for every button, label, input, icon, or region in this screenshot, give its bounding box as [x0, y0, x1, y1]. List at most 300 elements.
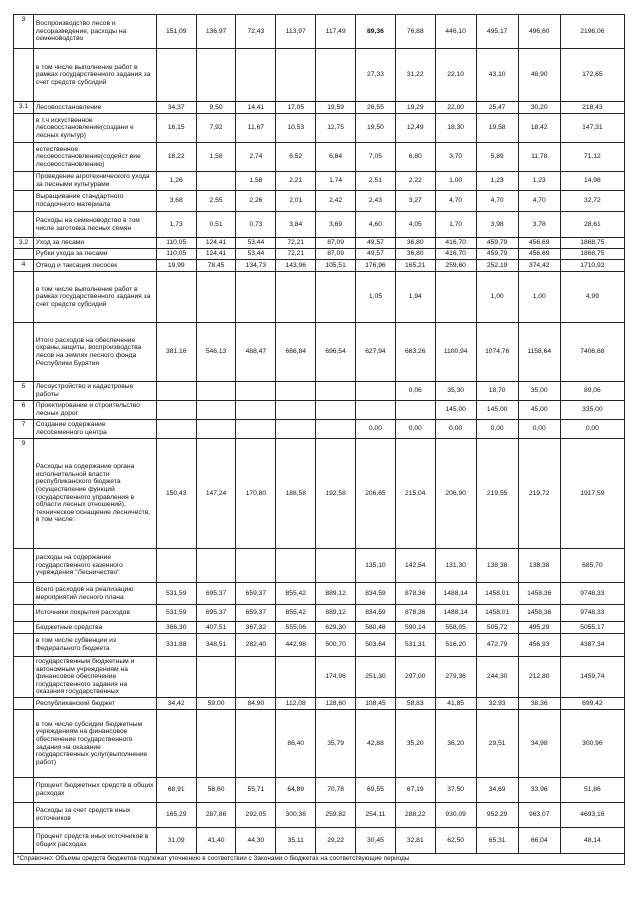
row-label: государственным бюджетным и автономным учреждениям на финансовое обеспечение государственного задания на оказания государственных — [33, 657, 156, 698]
row-label: расходы на содержание государственного казенного учреждения "Лесничество" — [33, 549, 156, 583]
row-index — [14, 114, 34, 143]
table-cell: 4,99 — [560, 272, 624, 323]
table-row — [14, 102, 625, 114]
table-cell — [156, 401, 196, 420]
table-cell: 1917,59 — [560, 439, 624, 549]
table-cell: 147,31 — [560, 114, 624, 143]
table-cell: 43,10 — [476, 49, 518, 102]
table-cell: 86,40 — [276, 710, 316, 778]
table-cell: 4,70 — [476, 191, 518, 212]
table-cell: 1,05 — [356, 272, 396, 323]
table-cell: 35,00 — [518, 382, 560, 401]
table-cell: 9748,33 — [560, 583, 624, 605]
table-cell: 659,37 — [236, 583, 276, 605]
table-cell: 6,84 — [316, 143, 356, 172]
table-cell: 2,74 — [236, 143, 276, 172]
table-cell: 0,00 — [435, 420, 476, 439]
table-row — [14, 549, 625, 583]
table-cell: 5,89 — [476, 143, 518, 172]
row-label: Всего расходов на реализацию мероприятий лесного плана — [33, 583, 156, 605]
row-label: в том числе выполнение работ в рамках государственного задания за счет средств субсидий — [33, 272, 156, 323]
table-cell: 1,58 — [236, 172, 276, 191]
table-cell: 580,48 — [356, 622, 396, 634]
row-label: Уход за лесами — [33, 238, 156, 249]
table-cell: 472,79 — [476, 634, 518, 657]
table-cell: 0,00 — [560, 420, 624, 439]
table-cell: 4,70 — [518, 191, 560, 212]
table-cell: 2,22 — [395, 172, 435, 191]
table-cell: 19,99 — [156, 260, 196, 272]
table-cell: 963,07 — [518, 803, 560, 828]
table-cell: 2,01 — [276, 191, 316, 212]
table-cell: 1158,64 — [518, 323, 560, 382]
table-cell: 1458,36 — [518, 583, 560, 605]
row-label: в том числе выполнение работ в рамках государственного задания за счет средств субсидий — [33, 49, 156, 102]
table-cell: 4,05 — [395, 212, 435, 238]
table-cell: 87,09 — [316, 249, 356, 260]
table-cell: 3,69 — [316, 212, 356, 238]
table-cell: 30,20 — [518, 102, 560, 114]
table-cell: 188,58 — [276, 439, 316, 549]
row-label: Процент бюджетных средств в общих расходах — [33, 778, 156, 803]
table-row — [14, 657, 625, 698]
table-cell: 459,79 — [476, 238, 518, 249]
row-index — [14, 698, 34, 710]
table-cell — [236, 657, 276, 698]
row-label: Лесовосстановление — [33, 102, 156, 114]
table-cell: 10,53 — [276, 114, 316, 143]
table-cell — [276, 382, 316, 401]
table-cell — [316, 49, 356, 102]
table-cell — [236, 420, 276, 439]
table-cell: 55,71 — [236, 778, 276, 803]
table-cell: 292,05 — [236, 803, 276, 828]
table-cell: 348,51 — [196, 634, 236, 657]
table-cell: 25,47 — [476, 102, 518, 114]
table-cell: 34,69 — [476, 778, 518, 803]
table-cell: 58,83 — [395, 698, 435, 710]
table-cell: 878,36 — [395, 583, 435, 605]
table-cell: 18,22 — [156, 143, 196, 172]
table-cell: 84,90 — [236, 698, 276, 710]
table-cell: 105,51 — [316, 260, 356, 272]
table-cell: 206,90 — [435, 439, 476, 549]
table-cell: 128,60 — [316, 698, 356, 710]
row-label: Расходы за счет средств иных источников — [33, 803, 156, 828]
table-cell: 62,50 — [435, 828, 476, 854]
table-cell: 41,85 — [435, 698, 476, 710]
row-index — [14, 549, 34, 583]
table-cell: 456,69 — [518, 249, 560, 260]
table-cell: 18,70 — [476, 382, 518, 401]
table-cell: 170,80 — [236, 439, 276, 549]
table-cell: 503,64 — [356, 634, 396, 657]
table-cell: 32,93 — [476, 698, 518, 710]
table-cell: 4,70 — [435, 191, 476, 212]
table-cell — [156, 657, 196, 698]
table-cell: 28,61 — [560, 212, 624, 238]
row-index — [14, 803, 34, 828]
table-cell: 1,26 — [156, 172, 196, 191]
table-cell: 72,21 — [276, 238, 316, 249]
row-index — [14, 272, 34, 323]
row-label: Выращивание стандартного посадочного материала — [33, 191, 156, 212]
table-cell: 496,60 — [518, 15, 560, 49]
row-index: 5 — [14, 382, 34, 401]
table-cell: 22,00 — [435, 102, 476, 114]
table-cell: 110,05 — [156, 249, 196, 260]
row-index — [14, 605, 34, 622]
table-cell: 279,36 — [435, 657, 476, 698]
table-cell: 33,96 — [518, 778, 560, 803]
table-cell: 889,12 — [316, 605, 356, 622]
table-cell: 1459,74 — [560, 657, 624, 698]
table-cell: 456,93 — [518, 634, 560, 657]
table-cell: 172,65 — [560, 49, 624, 102]
table-cell: 19,50 — [356, 114, 396, 143]
table-cell: 48,90 — [518, 49, 560, 102]
row-label: Проведение агротехнического ухода за лесными культурами — [33, 172, 156, 191]
table-row — [14, 401, 625, 420]
table-cell: 26,55 — [356, 102, 396, 114]
table-cell: 68,91 — [156, 778, 196, 803]
table-row — [14, 605, 625, 622]
table-cell: 2,43 — [356, 191, 396, 212]
table-body — [14, 15, 625, 865]
table-cell: 176,96 — [356, 260, 396, 272]
table-cell: 952,29 — [476, 803, 518, 828]
table-row — [14, 191, 625, 212]
table-cell: 1100,94 — [435, 323, 476, 382]
table-cell — [156, 49, 196, 102]
table-cell: 442,98 — [276, 634, 316, 657]
table-cell: 206,65 — [356, 439, 396, 549]
table-cell: 367,32 — [236, 622, 276, 634]
table-cell — [236, 272, 276, 323]
table-cell: 22,10 — [435, 49, 476, 102]
table-cell: 51,86 — [560, 778, 624, 803]
table-cell: 16,15 — [156, 114, 196, 143]
table-cell: 251,30 — [356, 657, 396, 698]
row-index — [14, 583, 34, 605]
table-cell: 27,33 — [356, 49, 396, 102]
table-cell: 34,37 — [156, 102, 196, 114]
table-cell: 212,80 — [518, 657, 560, 698]
table-cell: 150,43 — [156, 439, 196, 549]
table-cell: 32,72 — [560, 191, 624, 212]
table-cell: 1,94 — [395, 272, 435, 323]
table-cell: 1,70 — [435, 212, 476, 238]
table-cell: 72,43 — [236, 15, 276, 49]
row-index — [14, 622, 34, 634]
table-cell: 0,06 — [395, 382, 435, 401]
row-index — [14, 710, 34, 778]
table-cell: 659,37 — [236, 605, 276, 622]
table-cell: 259,60 — [435, 260, 476, 272]
table-cell: 69,55 — [356, 778, 396, 803]
table-row — [14, 382, 625, 401]
row-label: Расходы на семеноводство в том числе заготовка лесных семян — [33, 212, 156, 238]
table-cell — [196, 657, 236, 698]
table-row — [14, 710, 625, 778]
table-cell: 7,92 — [196, 114, 236, 143]
table-row — [14, 212, 625, 238]
table-cell: 35,30 — [435, 382, 476, 401]
table-cell: 35,11 — [276, 828, 316, 854]
table-cell: 78,45 — [196, 260, 236, 272]
table-cell — [276, 420, 316, 439]
table-cell: 627,94 — [356, 323, 396, 382]
table-row — [14, 803, 625, 828]
table-cell: 259,82 — [316, 803, 356, 828]
table-cell: 145,00 — [476, 401, 518, 420]
table-cell: 1458,01 — [476, 605, 518, 622]
table-cell: 2196,06 — [560, 15, 624, 49]
table-cell — [316, 272, 356, 323]
table-row — [14, 172, 625, 191]
table-cell: 71,12 — [560, 143, 624, 172]
table-cell: 663,26 — [395, 323, 435, 382]
table-cell — [276, 549, 316, 583]
table-cell: 366,30 — [156, 622, 196, 634]
table-cell: 1458,01 — [476, 583, 518, 605]
table-row — [14, 272, 625, 323]
table-cell: 590,14 — [395, 622, 435, 634]
table-cell — [316, 401, 356, 420]
table-cell: 1868,75 — [560, 249, 624, 260]
table-cell: 165,21 — [395, 260, 435, 272]
table-row — [14, 143, 625, 172]
table-cell: 695,37 — [196, 583, 236, 605]
table-row — [14, 439, 625, 549]
table-row — [14, 634, 625, 657]
table-cell: 531,59 — [156, 605, 196, 622]
row-index: 3.1 — [14, 102, 34, 114]
table-cell: 3,27 — [395, 191, 435, 212]
row-label: Лесоустройство и кадастровые работы — [33, 382, 156, 401]
table-cell: 1,74 — [316, 172, 356, 191]
table-cell: 558,05 — [435, 622, 476, 634]
row-label: естественное лесовосстановление(содейст вие лесовосстановлению) — [33, 143, 156, 172]
table-cell: 9,50 — [196, 102, 236, 114]
table-cell: 19,29 — [395, 102, 435, 114]
table-cell: 4,60 — [356, 212, 396, 238]
table-cell: 76,88 — [395, 15, 435, 49]
table-cell: 1,73 — [156, 212, 196, 238]
table-cell: 64,89 — [276, 778, 316, 803]
table-cell: 0,00 — [356, 420, 396, 439]
row-index — [14, 172, 34, 191]
table-cell: 1,58 — [196, 143, 236, 172]
table-row — [14, 238, 625, 249]
table-cell: 0,51 — [196, 212, 236, 238]
table-cell: 335,00 — [560, 401, 624, 420]
table-cell: 18,30 — [435, 114, 476, 143]
table-cell: 31,22 — [395, 49, 435, 102]
table-cell — [156, 549, 196, 583]
table-row — [14, 698, 625, 710]
table-cell: 2,55 — [196, 191, 236, 212]
table-cell: 254,11 — [356, 803, 396, 828]
table-cell: 138,38 — [476, 549, 518, 583]
table-cell: 1488,14 — [435, 583, 476, 605]
table-cell: 416,70 — [435, 238, 476, 249]
table-cell: 58,60 — [196, 778, 236, 803]
table-cell: 219,72 — [518, 439, 560, 549]
table-cell: 124,41 — [196, 249, 236, 260]
table-cell: 3,70 — [435, 143, 476, 172]
table-cell: 1710,92 — [560, 260, 624, 272]
table-cell: 113,97 — [276, 15, 316, 49]
table-cell: 531,59 — [156, 583, 196, 605]
table-cell: 5055,17 — [560, 622, 624, 634]
table-cell: 67,19 — [395, 778, 435, 803]
table-cell: 3,78 — [518, 212, 560, 238]
table-cell: 151,09 — [156, 15, 196, 49]
table-cell: 12,75 — [316, 114, 356, 143]
table-cell: 174,96 — [316, 657, 356, 698]
table-cell: 108,45 — [356, 698, 396, 710]
table-cell: 138,38 — [518, 549, 560, 583]
table-cell: 495,17 — [476, 15, 518, 49]
table-cell — [156, 710, 196, 778]
table-cell — [196, 420, 236, 439]
footnote: *Справочно: Объемы средств бюджетов подлежат уточнению в соответствии с Законами о бюджетах на соответствующие периоды — [14, 854, 625, 865]
table-cell: 35,79 — [316, 710, 356, 778]
table-cell: 53,44 — [236, 249, 276, 260]
row-label: в том числе субвенции из Федерального бюджета — [33, 634, 156, 657]
table-cell: 4387,34 — [560, 634, 624, 657]
table-cell — [156, 420, 196, 439]
table-cell: 1868,75 — [560, 238, 624, 249]
table-cell: 12,49 — [395, 114, 435, 143]
row-label: Проектирование и строительство лесных дорог — [33, 401, 156, 420]
row-label: Рубки ухода за лесами — [33, 249, 156, 260]
table-cell: 19,59 — [316, 102, 356, 114]
table-cell: 495,29 — [518, 622, 560, 634]
table-cell — [356, 382, 396, 401]
table-cell: 505,72 — [476, 622, 518, 634]
table-cell: 546,13 — [196, 323, 236, 382]
table-cell — [276, 272, 316, 323]
table-cell: 282,40 — [236, 634, 276, 657]
table-cell: 145,00 — [435, 401, 476, 420]
row-index — [14, 212, 34, 238]
table-cell: 135,10 — [356, 549, 396, 583]
table-cell — [196, 172, 236, 191]
table-cell: 516,20 — [435, 634, 476, 657]
table-row — [14, 778, 625, 803]
table-cell: 288,22 — [395, 803, 435, 828]
row-index: 3 — [14, 15, 34, 49]
table-cell: 65,31 — [476, 828, 518, 854]
table-cell: 49,57 — [356, 238, 396, 249]
table-cell: 134,73 — [236, 260, 276, 272]
table-cell: 3,68 — [156, 191, 196, 212]
table-cell — [196, 382, 236, 401]
row-index — [14, 49, 34, 102]
table-row — [14, 583, 625, 605]
table-cell: 87,09 — [316, 238, 356, 249]
table-cell — [395, 401, 435, 420]
table-cell: 0,00 — [518, 420, 560, 439]
table-cell: 300,96 — [560, 710, 624, 778]
table-cell: 4693,16 — [560, 803, 624, 828]
table-cell: 1074,76 — [476, 323, 518, 382]
table-cell: 110,05 — [156, 238, 196, 249]
table-cell: 1,23 — [476, 172, 518, 191]
table-cell — [196, 272, 236, 323]
table-row — [14, 249, 625, 260]
row-index — [14, 249, 34, 260]
table-cell — [316, 549, 356, 583]
table-cell: 446,10 — [435, 15, 476, 49]
budget-table — [13, 14, 625, 865]
row-label: Воспроизводство лесов и лесоразведение, расходы на семеноводство — [33, 15, 156, 49]
table-cell: 66,04 — [518, 828, 560, 854]
row-label: Источники покрытия расходов — [33, 605, 156, 622]
row-label: в т.ч искуственное лесовосстановление(создани е лесных культур) — [33, 114, 156, 143]
table-cell: 38,36 — [518, 698, 560, 710]
table-cell: 3,98 — [476, 212, 518, 238]
table-cell: 297,00 — [395, 657, 435, 698]
table-cell: 287,86 — [196, 803, 236, 828]
table-cell: 112,08 — [276, 698, 316, 710]
table-cell: 459,79 — [476, 249, 518, 260]
table-cell: 48,14 — [560, 828, 624, 854]
table-cell: 49,57 — [356, 249, 396, 260]
table-cell — [196, 549, 236, 583]
table-cell — [316, 420, 356, 439]
row-label: Расходы на содержание органа исполнительной власти республиканского бюджета (осуществление функций государственного управления в области лесных отношений), техническое оснащение лесничеств, в том числе: — [33, 439, 156, 549]
row-label: Отвод и таксация лесосек — [33, 260, 156, 272]
table-cell: 72,21 — [276, 249, 316, 260]
table-cell: 29,22 — [316, 828, 356, 854]
table-cell: 192,58 — [316, 439, 356, 549]
row-label: Итого расходов на обеспечение охраны,защиты, воспроизводства лесов на землях лесного фонда Республики Бурятия — [33, 323, 156, 382]
table-cell: 889,12 — [316, 583, 356, 605]
table-cell — [236, 49, 276, 102]
table-cell: 165,29 — [156, 803, 196, 828]
table-cell — [356, 401, 396, 420]
table-cell — [156, 272, 196, 323]
table-cell: 0,00 — [476, 420, 518, 439]
table-cell: 6,80 — [395, 143, 435, 172]
table-cell — [276, 657, 316, 698]
table-cell: 35,20 — [395, 710, 435, 778]
table-cell: 18,42 — [518, 114, 560, 143]
table-cell: 0,73 — [236, 212, 276, 238]
table-cell: 1,23 — [518, 172, 560, 191]
table-cell: 53,44 — [236, 238, 276, 249]
table-cell: 124,41 — [196, 238, 236, 249]
table-cell: 699,42 — [560, 698, 624, 710]
table-cell: 500,70 — [316, 634, 356, 657]
row-index: 3.2 — [14, 238, 34, 249]
table-cell: 2,42 — [316, 191, 356, 212]
table-cell — [236, 382, 276, 401]
row-label: Процент средств иных источников в общих расходах — [33, 828, 156, 854]
table-cell: 1,00 — [476, 272, 518, 323]
table-cell: 219,55 — [476, 439, 518, 549]
table-cell: 1,00 — [435, 172, 476, 191]
table-cell: 381,16 — [156, 323, 196, 382]
table-cell: 41,40 — [196, 828, 236, 854]
table-cell: 1458,36 — [518, 605, 560, 622]
table-cell: 59,00 — [196, 698, 236, 710]
table-cell — [316, 382, 356, 401]
table-cell: 300,36 — [276, 803, 316, 828]
